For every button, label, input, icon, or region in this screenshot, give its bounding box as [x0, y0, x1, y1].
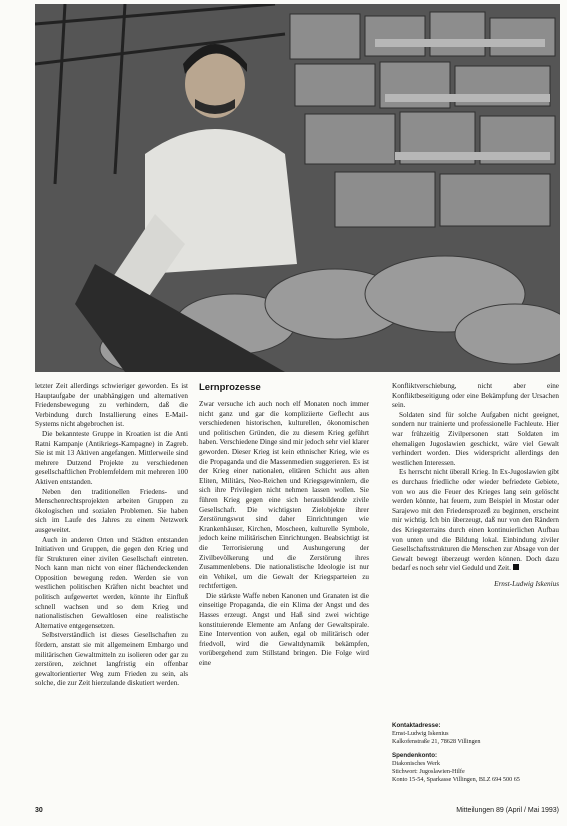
- paragraph: Die stärkste Waffe neben Kanonen und Granaten ist die einseitige Propaganda, die ein Klima der Angst und des Hasses erzeugt. Angst und Haß sind zwei wichtige konstituierende Elemente am Anfang der Gewaltspirale. Eine Intervention von außen, egal ob militärisch oder friedvoll, wird die Gewaltdynamik bekämpfen, vorübergehend zum Stillstand bringen. Die Folge wird eine: [199, 591, 369, 668]
- contact-box: [392, 722, 559, 784]
- column-1: [35, 382, 188, 689]
- donation-line: Diakonisches Werk: [392, 760, 441, 767]
- article-photo: [35, 4, 560, 372]
- author-signature: Ernst-Ludwig Iskenius: [494, 579, 559, 588]
- contact-label: Kontaktadresse:: [392, 722, 441, 729]
- paragraph: Soldaten sind für solche Aufgaben nicht geeignet, sondern nur trainierte und professionelle Fachleute. Hier war frühzeitig Zivilpersonen statt Soldaten im ehemaligen Jugoslawien geschickt, wäre viel Gewalt verhindert worden. Dies widerspricht allerdings den westlichen Interessen.: [392, 410, 559, 467]
- paragraph: Konfliktverschiebung, nicht aber eine Konfliktbeseitigung oder eine Bekämpfung der Ursachen sein.: [392, 382, 559, 410]
- paragraph: Neben den traditionellen Friedens- und Menschenrechtsprojekten arbeiten Gruppen zu ökologischen und sozialen Problemen. Sie haben sich im Laufe des Jahres zu einem Netzwerk ausgeweitet.: [35, 487, 188, 534]
- issue-label: Mitteilungen 89 (April / Mai 1993): [456, 807, 559, 814]
- paragraph-text: Es herrscht nicht überall Krieg. In Ex-Jugoslawien gibt es durchaus friedliche oder wieder befriedete Gebiete, von wo aus die Feuer des Krieges lang sein gelöscht werden könnte, hat feuern, zum Beispiel in Mostar oder Sarajewo mit den Friedensprozeß zu beginnen, erscheint mir wichtig. Ich bin überzeugt, daß nur von den Rändern des Kriegsterrains durch einen kontinuierlichen Aufbau von unten und die Bildung lokal. Einbindung ziviler Gesellschaftsstrukturen die Menschen zur Absage von der Gewalt bewegt überzeugt werden können. Doch dazu bedarf es noch sehr viel Geduld und Zeit.: [392, 468, 559, 573]
- photo-illustration: [35, 4, 560, 372]
- column-2: [199, 382, 369, 669]
- paragraph: Die bekannteste Gruppe in Kroatien ist die Anti Ratni Kampanje (Antikriegs-Kampagne) in Zagreb. Sie ist mit 13 Aktiven angefangen. Mittlerweile sind mehrere Dutzend Projekte zu verschiedenen gesellschaftlichen Problemfeldern mit mehreren 100 Aktiven entstanden.: [35, 429, 188, 486]
- contact-line: Ernst-Ludwig Iskenius: [392, 730, 449, 737]
- donation-line: Konto 15-54, Sparkasse Villingen, BLZ 694 500 65: [392, 776, 520, 783]
- paragraph: Auch in anderen Orten und Städten entstanden Initiativen und Gruppen, die gegen den Krieg und für Strukturen einer zivilen Gesellschaft eintreten. Noch kann man nicht von einer flächendeckenden Opposition bewegung reden. Werden sie von westlichen politischen Kräften nicht beachtet und politisch aufgewertet werden, könnte ihr Einfluß schnell wachsen und so dem Krieg und nationalistischen Gewaltlosen eine realistische Alternative entgegensetzen.: [35, 535, 188, 630]
- column-3: [392, 382, 559, 589]
- paragraph: Selbstverständlich ist dieses Gesellschaften zu fördern, anstatt sie mit allgemeinem Embargo und militärischen Gewaltmitteln zu isolieren oder gar zu zerstören, zeichnet langfristig ein offenbar gewaltorientierter Weg zum Frieden zu sein, als solche, die zur Zeit hierzulande diskutiert werden.: [35, 631, 188, 688]
- donation-line: Stichwort: Jugoslawien-Hilfe: [392, 768, 465, 775]
- contact-line: Kalkofenstraße 21, 78628 Villingen: [392, 738, 481, 745]
- paragraph: [392, 468, 559, 574]
- paragraph: Zwar versuche ich auch noch elf Monaten noch immer nicht ganz und gar die kompliziierte Geflecht aus verschiedenen historischen, kulturellen, ökonomischen und politischen Gründen, die zu diesem Krieg geführt haben. Verschiedene Dinge sind mir jedoch sehr viel klarer geworden. Dieser Krieg ist kein ethnischer Krieg, wie es die Propaganda und die Massenmedien suggerieren. Es ist der Krieg einer nationalen, elitären Schicht aus alten Eliten, Militärs, Neo-Reichen und Kriegsgewinnlern, die sich ihre Privilegien nicht nehmen lassen wollen. Sie führen Krieg gegen eine sich herausbildende zivile Gesellschaft. Die wichtigsten Zielobjekte ihrer Zerstörungswut sind daher Einrichtungen wie Krankenhäuser, Kirchen, Moscheen, kulturelle Symbole, jedoch keine militärischen Einrichtungen. Beabsichtigt ist die Terrorisierung und Aushungerung der Zivilbevölkerung und die Zerstörung ihres Zusammenlebens. Die nationalistische Ideologie ist nur ein Vehikel, um die Gewalt der Kriegsparteien zu rechtfertigen.: [199, 400, 369, 591]
- end-of-article-mark: [513, 564, 519, 570]
- paragraph: letzter Zeit allerdings schwieriger geworden. Es ist Hauptaufgabe der unabhängigen und alternativen Friedensbewegung zu verhindern, daß die Verbindung durch Installierung eines E-Mail-Systems nicht abgebrochen ist.: [35, 382, 188, 429]
- page-number: 30: [35, 807, 43, 814]
- donation-label: Spendenkonto:: [392, 752, 438, 759]
- section-heading: Lernprozesse: [199, 382, 261, 393]
